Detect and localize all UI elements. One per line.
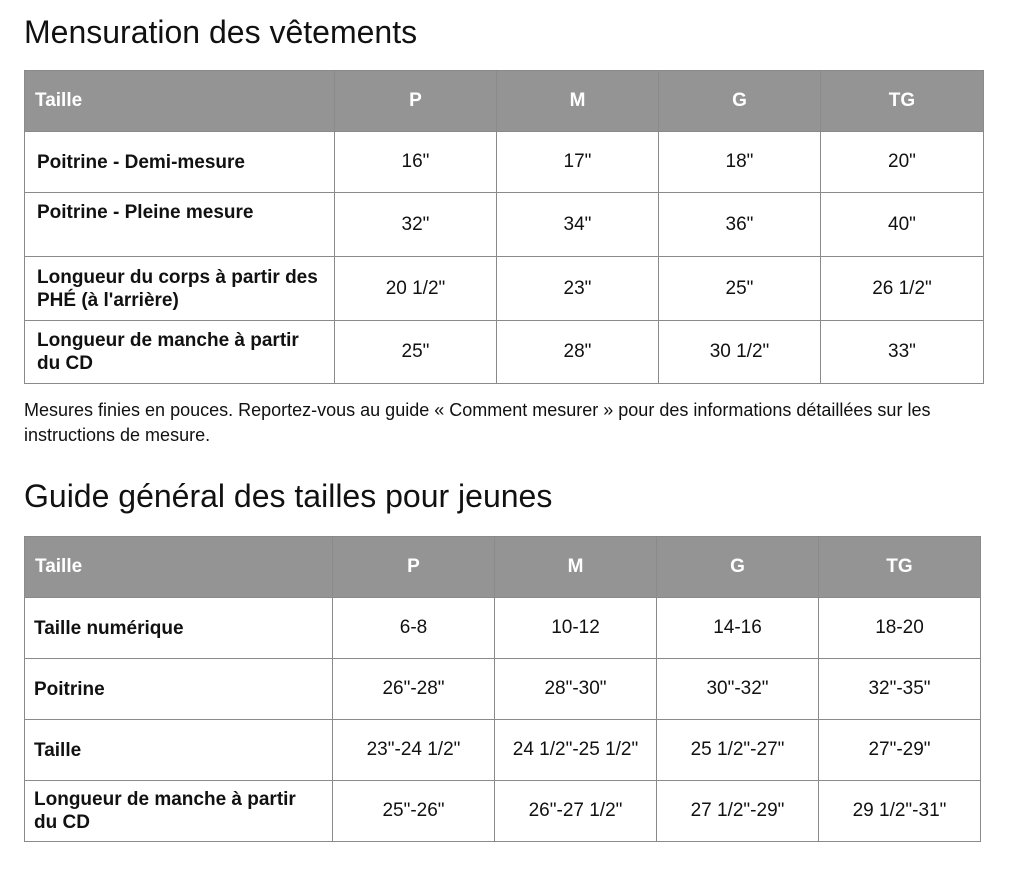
table-cell: 36": [659, 193, 821, 257]
header-cell: M: [495, 537, 657, 598]
table-cell: 17": [497, 132, 659, 193]
table-cell: 23": [497, 257, 659, 321]
header-cell: TG: [819, 537, 981, 598]
table-cell: 26"-28": [333, 659, 495, 720]
table-cell: 28"-30": [495, 659, 657, 720]
header-cell: P: [335, 71, 497, 132]
table-cell: 26"-27 1/2": [495, 781, 657, 842]
header-cell: Taille: [25, 537, 333, 598]
table-cell: 25"-26": [333, 781, 495, 842]
row-label: Taille numérique: [25, 598, 333, 659]
measurement-note: Mesures finies en pouces. Reportez-vous au guide « Comment mesurer » pour des informations détaillées sur les instructions de mesure.: [24, 400, 931, 445]
table-cell: 6-8: [333, 598, 495, 659]
table-cell: 32"-35": [819, 659, 981, 720]
table-cell: 10-12: [495, 598, 657, 659]
table-cell: 27"-29": [819, 720, 981, 781]
table-cell: 25": [335, 321, 497, 384]
header-cell: M: [497, 71, 659, 132]
measurement-title: Mensuration des vêtements: [24, 14, 418, 50]
row-label: Longueur de manche à partir du CD: [25, 321, 335, 384]
youth-guide-title: Guide général des tailles pour jeunes: [24, 478, 553, 514]
table-row: [25, 720, 981, 781]
header-row: [25, 71, 984, 132]
table-cell: 20 1/2": [335, 257, 497, 321]
table-cell: 18-20: [819, 598, 981, 659]
table-cell: 26 1/2": [821, 257, 984, 321]
row-label: Poitrine - Pleine mesure: [25, 193, 335, 257]
table-cell: 32": [335, 193, 497, 257]
table-cell: 23"-24 1/2": [333, 720, 495, 781]
row-label: Longueur du corps à partir des PHÉ (à l'arrière): [25, 257, 335, 321]
table-row: [25, 659, 981, 720]
header-cell: G: [659, 71, 821, 132]
table-cell: 24 1/2"-25 1/2": [495, 720, 657, 781]
table-cell: 34": [497, 193, 659, 257]
youth-size-guide-table: [24, 536, 981, 842]
table-cell: 27 1/2"-29": [657, 781, 819, 842]
table-cell: 20": [821, 132, 984, 193]
table-cell: 25": [659, 257, 821, 321]
garment-measurement-table: [24, 70, 984, 384]
table-cell: 14-16: [657, 598, 819, 659]
row-label: Poitrine - Demi-mesure: [25, 132, 335, 193]
table-cell: 25 1/2"-27": [657, 720, 819, 781]
header-row: [25, 537, 981, 598]
table-row: [25, 321, 984, 384]
row-label: Poitrine: [25, 659, 333, 720]
table-row: [25, 781, 981, 842]
table-cell: 33": [821, 321, 984, 384]
header-cell: TG: [821, 71, 984, 132]
table-row: [25, 257, 984, 321]
row-label: Taille: [25, 720, 333, 781]
table-cell: 29 1/2"-31": [819, 781, 981, 842]
table-cell: 18": [659, 132, 821, 193]
table-cell: 40": [821, 193, 984, 257]
table-row: [25, 193, 984, 257]
table-cell: 16": [335, 132, 497, 193]
header-cell: G: [657, 537, 819, 598]
row-label: Longueur de manche à partir du CD: [25, 781, 333, 842]
table-row: [25, 598, 981, 659]
table-cell: 30 1/2": [659, 321, 821, 384]
table-cell: 30"-32": [657, 659, 819, 720]
header-cell: Taille: [25, 71, 335, 132]
header-cell: P: [333, 537, 495, 598]
table-row: [25, 132, 984, 193]
table-cell: 28": [497, 321, 659, 384]
